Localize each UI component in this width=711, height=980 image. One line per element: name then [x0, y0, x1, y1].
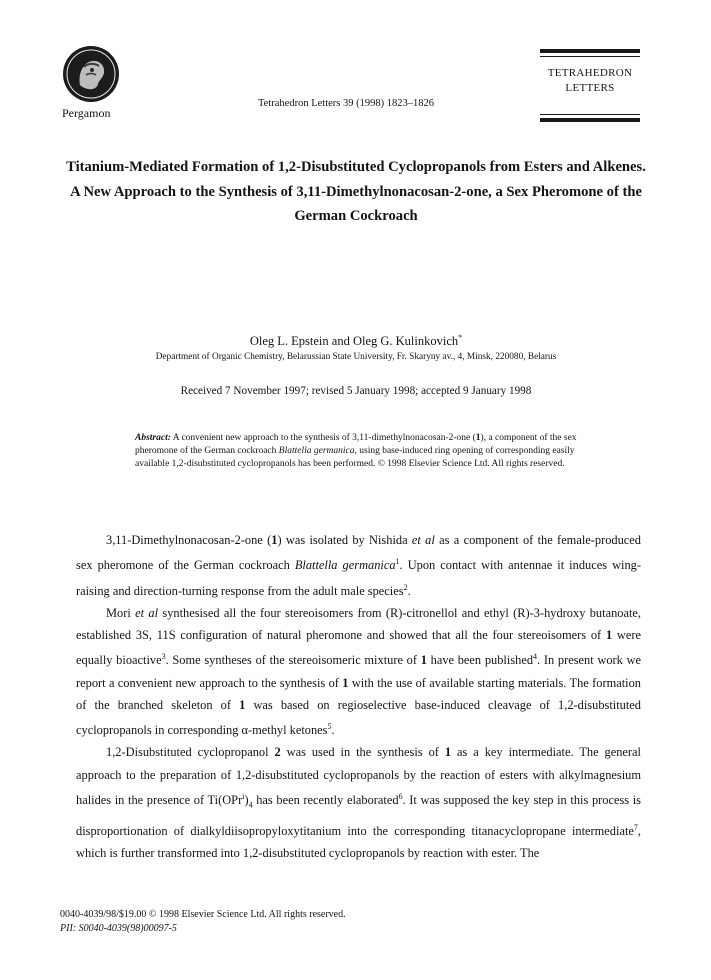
header-rule-bottom-thin — [540, 114, 640, 115]
publisher-name: Pergamon — [62, 106, 111, 120]
compound-number: 1 — [605, 628, 613, 643]
journal-name-line2: LETTERS — [565, 82, 615, 94]
text: was based on regioselective base-induced cleavage of 1,2-disubstituted cyclopropanols in corresponding α-methyl ketones — [76, 697, 641, 738]
received-dates: Received 7 November 1997; revised 5 January 1998; accepted 9 January 1998 — [180, 385, 532, 397]
paragraph-2 — [76, 602, 641, 741]
abstract-text: , using base-induced ring opening of corresponding easily available 1,2-disubstituted cyclopropanols has been performed. © 1998 Elsevier Science Ltd. All rights reserved. — [135, 445, 575, 469]
text: . — [331, 723, 335, 738]
text: Mori — [106, 605, 136, 620]
abstract-text: A convenient new approach to the synthesis of 3,11-dimethylnonacosan-2-one ( — [170, 433, 476, 443]
abstract-label: Abstract: — [135, 433, 171, 443]
text: . Some syntheses of the stereoisomeric mixture of — [165, 653, 421, 668]
text: ) — [244, 792, 249, 807]
text: were equally bioactive — [76, 628, 641, 668]
superscript: i — [242, 791, 245, 801]
text: with the use of available starting materials. The formation of the branched skeleton of — [76, 675, 641, 712]
journal-name-line1: TETRAHEDRON — [547, 67, 633, 79]
text: . In present work we report a convenient new approach to the synthesis of — [76, 653, 641, 690]
affiliation: Department of Organic Chemistry, Belarussian State University, Fr. Skaryny av., 4, Minsk, 220080, Belarus — [155, 352, 557, 362]
text: as a component of the female-produced sex pheromone of the German cockroach — [76, 533, 641, 573]
species-name: Blattella germanica — [278, 445, 355, 456]
header-rule-top — [540, 49, 640, 53]
abstract — [135, 432, 590, 470]
text: , which is further transformed into 1,2-disubstituted cyclopropanols by reaction with ester. The — [76, 823, 641, 860]
species-name: Blattella germanica — [294, 558, 396, 573]
copyright-line: 0040-4039/98/$19.00 © 1998 Elsevier Science Ltd. All rights reserved. — [60, 909, 346, 920]
compound-number: 1 — [342, 675, 349, 690]
journal-name — [540, 66, 640, 96]
text: was used in the synthesis of — [280, 745, 445, 760]
header-rule-bottom — [540, 118, 640, 122]
compound-number: 1 — [475, 433, 481, 443]
pii-line: PII: S0040-4039(98)00097-5 — [60, 923, 177, 934]
reference-mark: 1 — [395, 557, 400, 567]
compound-number: 1 — [444, 745, 452, 760]
text-italic: et al — [411, 533, 435, 547]
text: ) was isolated by Nishida — [277, 533, 412, 547]
reference-mark: 7 — [633, 822, 638, 832]
corresponding-author-mark: * — [458, 333, 463, 342]
article-title: Titanium-Mediated Formation of 1,2-Disubstituted Cyclopropanols from Esters and Alkenes. A New Approach to the Synthesis of 3,11-Dimethylnonacosan-2-one, a Sex Pheromone of the German Cockroach — [66, 159, 646, 224]
reference-mark: 3 — [161, 652, 166, 662]
text: . Upon contact with antennae it induces wing-raising and direction-turning response from the adult male species — [76, 558, 641, 598]
subscript: 4 — [248, 800, 253, 810]
journal-citation: Tetrahedron Letters 39 (1998) 1823–1826 — [258, 98, 434, 109]
text: 3,11-Dimethylnonacosan-2-one ( — [106, 533, 272, 547]
compound-number: 1 — [271, 533, 278, 547]
compound-number: 2 — [274, 745, 281, 760]
authors: Oleg L. Epstein and Oleg G. Kulinkovich — [249, 334, 459, 349]
reference-mark: 6 — [398, 791, 403, 801]
text: 1,2-Disubstituted cyclopropanol — [106, 745, 275, 760]
author-line — [60, 333, 652, 349]
paragraph-1 — [76, 529, 641, 602]
text: synthesised all the four stereoisomers from (R)-citronellol and ethyl (R)-3-hydroxy butanoate, established 3S, 11S configuration of natural pheromone and showed that all the four stereoisomers of — [76, 605, 641, 643]
text: have been published — [426, 653, 534, 668]
article-body — [76, 529, 641, 864]
compound-number: 1 — [420, 653, 427, 668]
text-italic: et al — [135, 605, 159, 620]
reference-mark: 4 — [533, 652, 538, 662]
pergamon-logo-icon — [62, 45, 120, 103]
paragraph-3 — [76, 741, 641, 864]
reference-mark: 5 — [327, 722, 332, 731]
abstract-text: ), a component of the sex pheromone of the German cockroach — [135, 433, 577, 456]
compound-number: 1 — [239, 697, 246, 712]
text: . It was supposed the key step in this process is disproportionation of dialkyldiisopropyloxytitanium into the corresponding titanacyclopropane intermediate — [76, 792, 642, 838]
text: has been recently elaborated — [252, 792, 399, 807]
text: as a key intermediate. The general approach to the preparation of 1,2-disubstituted cyclopropanols by the reaction of esters with alkylmagnesium halides in the presence of Ti(OPr — [76, 745, 641, 807]
header-rule-top-thin — [540, 56, 640, 57]
reference-mark: 2 — [403, 582, 408, 592]
text: . — [407, 583, 411, 598]
